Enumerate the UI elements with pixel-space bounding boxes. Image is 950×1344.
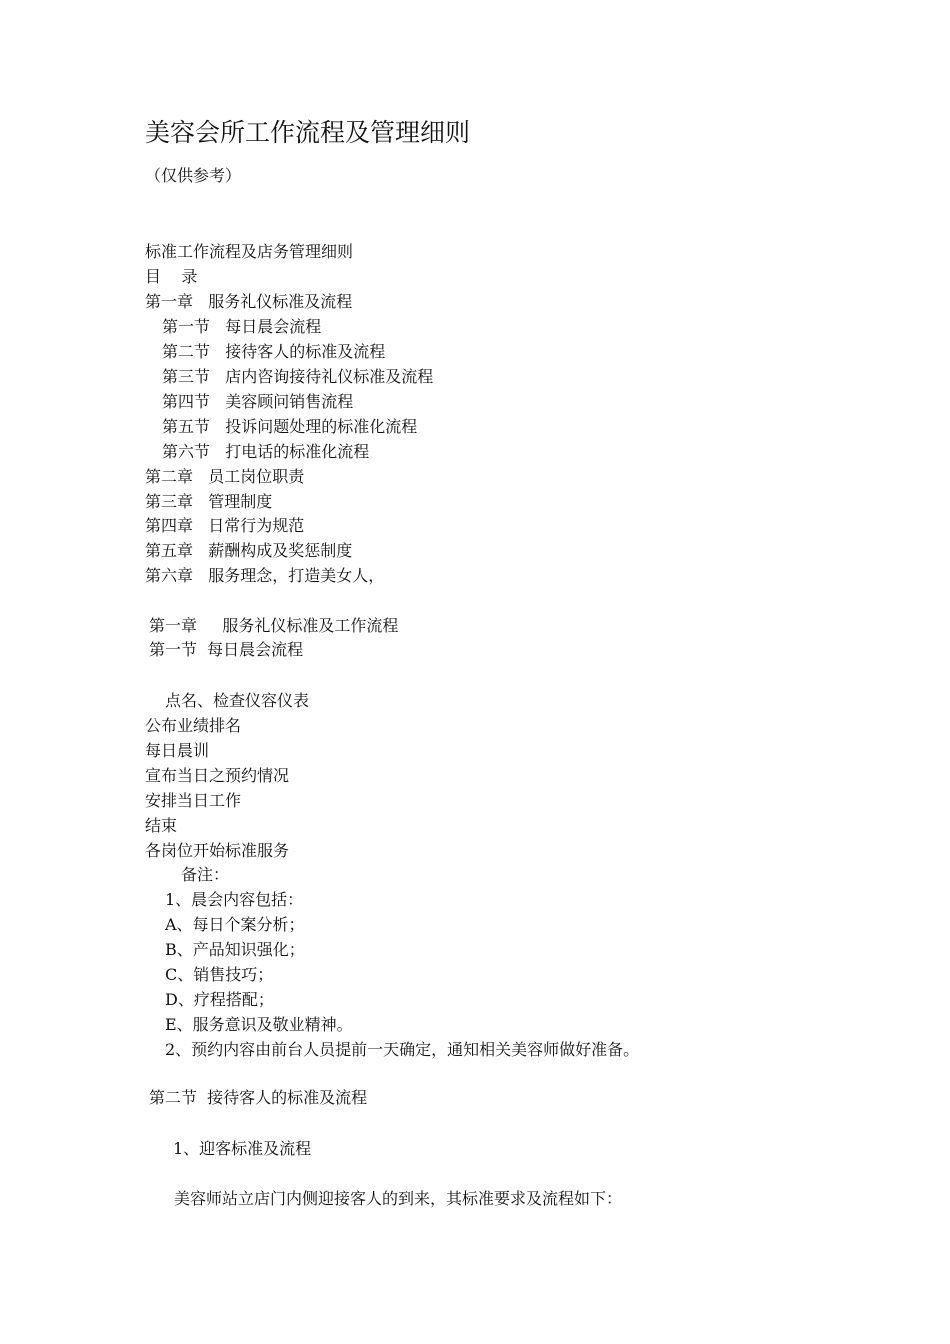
chapter-heading: 第一章 服务礼仪标准及工作流程 — [149, 616, 399, 635]
section-heading: 第二节 接待客人的标准及流程 — [149, 1088, 368, 1107]
note-item: A、每日个案分析； — [165, 915, 305, 934]
toc-item: 第四节 美容顾问销售流程 — [162, 392, 354, 411]
note-item: E、服务意识及敬业精神。 — [165, 1015, 353, 1034]
toc-item: 第四章 日常行为规范 — [145, 516, 305, 535]
flow-step: 宣布当日之预约情况 — [145, 766, 290, 785]
toc-heading: 标准工作流程及店务管理细则 — [145, 242, 354, 261]
flow-step: 各岗位开始标准服务 — [145, 841, 290, 860]
toc-item: 第三节 店内咨询接待礼仪标准及流程 — [162, 367, 434, 386]
toc-item: 第五节 投诉问题处理的标准化流程 — [162, 417, 418, 436]
toc-label: 目 录 — [145, 267, 198, 286]
toc-item: 第六章 服务理念，打造美女人， — [145, 566, 385, 585]
toc-item: 第一章 服务礼仪标准及流程 — [145, 292, 353, 311]
note-item: D、疗程搭配； — [165, 990, 274, 1009]
note-item: 2、预约内容由前台人员提前一天确定，通知相关美容师做好准备。 — [165, 1040, 640, 1059]
toc-item: 第三章 管理制度 — [145, 492, 273, 511]
flow-step: 点名、检查仪容仪表 — [165, 691, 310, 710]
document-subtitle: （仅供参考） — [145, 166, 242, 185]
note-item: 1、晨会内容包括： — [165, 890, 304, 909]
flow-step: 安排当日工作 — [145, 791, 242, 810]
toc-item: 第二章 员工岗位职责 — [145, 467, 305, 486]
section-heading: 第一节 每日晨会流程 — [149, 640, 304, 659]
toc-item: 第六节 打电话的标准化流程 — [162, 442, 370, 461]
flow-step: 公布业绩排名 — [145, 716, 242, 735]
flow-step: 每日晨训 — [145, 741, 210, 760]
subsection-heading: 1、迎客标准及流程 — [173, 1139, 312, 1158]
toc-item: 第一节 每日晨会流程 — [162, 317, 322, 336]
toc-item: 第二节 接待客人的标准及流程 — [162, 342, 386, 361]
flow-step: 结束 — [145, 816, 178, 835]
paragraph: 美容师站立店门内侧迎接客人的到来，其标准要求及流程如下： — [174, 1189, 623, 1208]
toc-item: 第五章 薪酬构成及奖惩制度 — [145, 541, 353, 560]
note-item: C、销售技巧； — [165, 965, 274, 984]
document-title: 美容会所工作流程及管理细则 — [145, 118, 471, 147]
note-item: B、产品知识强化； — [165, 940, 305, 959]
notes-label: 备注： — [181, 865, 230, 884]
